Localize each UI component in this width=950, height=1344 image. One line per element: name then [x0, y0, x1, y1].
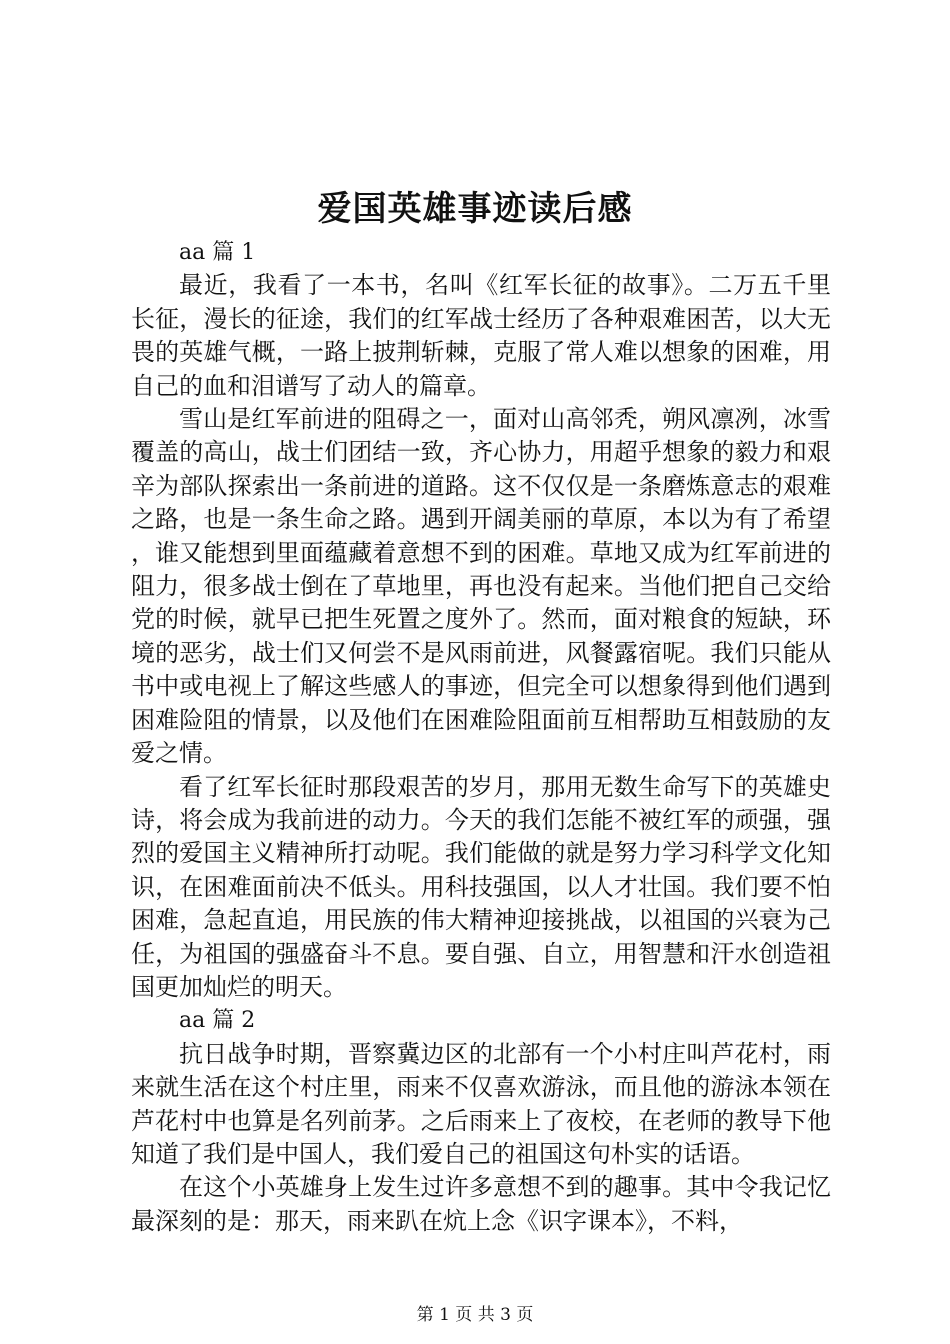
section-heading: aa 篇 1 [179, 240, 256, 265]
paragraph: 抗日战争时期，晋察冀边区的北部有一个小村庄叫芦花村，雨来就生活在这个村庄里，雨来不仅喜欢游泳，而且他的游泳本领在芦花村中也算是名列前茅。之后雨来上了夜校，在老师的教导下他知道了我们是中国人，我们爱自己的祖国这句朴实的话语。 [131, 1039, 831, 1168]
document-title: 爱国英雄事迹读后感 [317, 189, 633, 229]
paragraph: 在这个小英雄身上发生过许多意想不到的趣事。其中令我记忆最深刻的是：那天，雨来趴在炕上念《识字课本》，不料， [131, 1173, 831, 1235]
paragraph: 最近，我看了一本书，名叫《红军长征的故事》。二万五千里长征，漫长的征途，我们的红军战士经历了各种艰难困苦，以大无畏的英雄气概，一路上披荆斩棘，克服了常人难以想象的困难，用自己的血和泪谱写了动人的篇章。 [131, 271, 831, 400]
page-footer: 第 1 页 共 3 页 [416, 1305, 534, 1325]
paragraph: 看了红军长征时那段艰苦的岁月，那用无数生命写下的英雄史诗，将会成为我前进的动力。今天的我们怎能不被红军的顽强，强烈的爱国主义精神所打动呢。我们能做的就是努力学习科学文化知识，在困难面前决不低头。用科技强国，以人才壮国。我们要不怕困难，急起直追，用民族的伟大精神迎接挑战，以祖国的兴衰为己任，为祖国的强盛奋斗不息。要自强、自立，用智慧和汗水创造祖国更加灿烂的明天。 [131, 772, 831, 1001]
section-heading: aa 篇 2 [179, 1008, 256, 1034]
paragraph: 雪山是红军前进的阻碍之一，面对山高邻秃，朔风凛冽，冰雪覆盖的高山，战士们团结一致，齐心协力，用超乎想象的毅力和艰辛为部队探索出一条前进的道路。这不仅仅是一条磨炼意志的艰难之路，也是一条生命之路。遇到开阔美丽的草原，本以为有了希望，谁又能想到里面蕴藏着意想不到的困难。草地又成为红军前进的阻力，很多战士倒在了草地里，再也没有起来。当他们把自己交给党的时候，就早已把生死置之度外了。然而，面对粮食的短缺，环境的恶劣，战士们又何尝不是风雨前进，风餐露宿呢。我们只能从书中或电视上了解这些感人的事迹，但完全可以想象得到他们遇到困难险阻的情景，以及他们在困难险阻面前互相帮助互相鼓励的友爱之情。 [131, 405, 831, 768]
document-body [131, 236, 831, 1238]
